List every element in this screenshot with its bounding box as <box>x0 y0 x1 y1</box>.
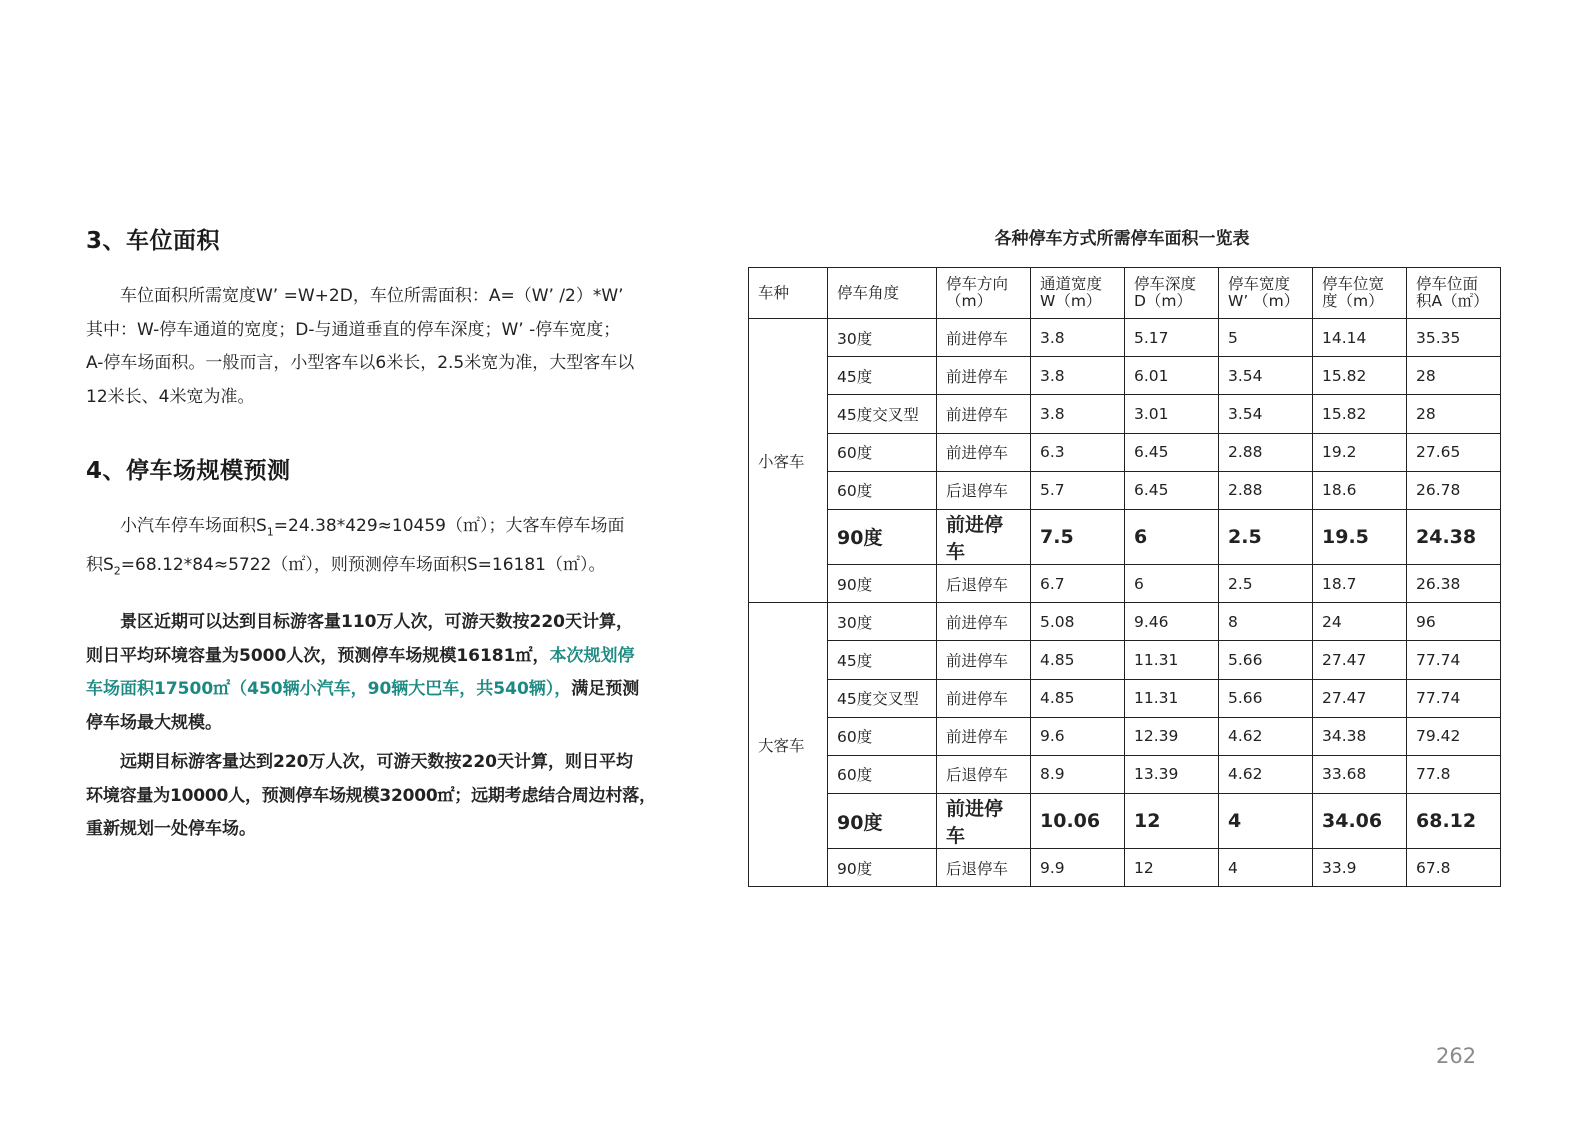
parking-area-formula-paragraph <box>86 510 696 588</box>
header-text: 停车角度 <box>837 283 900 302</box>
table-cell: 67.8 <box>1407 849 1501 887</box>
table-cell: 6.3 <box>1031 433 1125 471</box>
column-header <box>937 268 1031 319</box>
table-cell: 前进停车 <box>937 717 1031 755</box>
vehicle-type-cell: 小客车 <box>749 319 828 603</box>
vehicle-type-cell: 大客车 <box>749 603 828 887</box>
table-cell: 2.88 <box>1219 471 1313 509</box>
text-run: 小汽车停车场面积S <box>120 516 267 536</box>
para-line <box>86 510 696 549</box>
table-cell: 27.65 <box>1407 433 1501 471</box>
subscript: 2 <box>113 564 121 578</box>
table-cell: 90度 <box>828 509 937 564</box>
table-cell: 77.74 <box>1407 641 1501 679</box>
para-line: 车位面积所需宽度W’ =W+2D，车位所需面积：A=（W’ /2）*W’ <box>120 286 624 306</box>
header-text: 度（m） <box>1322 292 1384 310</box>
text-run: =68.12*84≈5722（㎡），则预测停车场面积S=16181（㎡）。 <box>120 554 606 575</box>
table-cell: 后退停车 <box>937 849 1031 887</box>
table-cell: 5.7 <box>1031 471 1125 509</box>
table-cell: 19.5 <box>1313 509 1407 564</box>
table-cell: 前进停车 <box>937 357 1031 395</box>
table-cell: 前进停车 <box>937 603 1031 641</box>
table-cell: 26.78 <box>1407 471 1501 509</box>
column-header <box>1313 268 1407 319</box>
table-cell: 68.12 <box>1407 794 1501 849</box>
section-3-paragraph <box>86 280 696 414</box>
table-row <box>749 319 1501 357</box>
table-cell: 3.8 <box>1031 319 1125 357</box>
para-line: 景区近期可以达到目标游客量110万人次，可游天数按220天计算， <box>120 612 633 632</box>
table-cell: 30度 <box>828 319 937 357</box>
table-cell: 15.82 <box>1313 395 1407 433</box>
table-cell: 3.54 <box>1219 357 1313 395</box>
table-cell: 77.74 <box>1407 679 1501 717</box>
header-text: W（m） <box>1040 292 1102 310</box>
table-cell: 9.46 <box>1125 603 1219 641</box>
table-cell: 60度 <box>828 717 937 755</box>
table-cell: 19.2 <box>1313 433 1407 471</box>
table-cell: 2.88 <box>1219 433 1313 471</box>
table-cell: 4.62 <box>1219 755 1313 793</box>
table-row <box>749 794 1501 849</box>
table-cell: 11.31 <box>1125 641 1219 679</box>
table-cell: 5.17 <box>1125 319 1219 357</box>
table-cell: 60度 <box>828 471 937 509</box>
header-text: 停车位宽 <box>1322 275 1385 293</box>
table-cell: 90度 <box>828 564 937 602</box>
text-run: =24.38*429≈10459（㎡）；大客车停车场面 <box>273 516 625 536</box>
table-row <box>749 679 1501 717</box>
table-row <box>749 395 1501 433</box>
table-cell: 2.5 <box>1219 509 1313 564</box>
table-row <box>749 641 1501 679</box>
para-line <box>86 549 696 588</box>
para-line <box>86 640 696 674</box>
table-cell: 5.08 <box>1031 603 1125 641</box>
text-run: 则日平均环境容量为5000人次，预测停车场规模16181㎡， <box>86 645 550 666</box>
header-text: （m） <box>946 292 993 310</box>
para-line: A-停车场面积。一般而言，小型客车以6米长，2.5米宽为准，大型客车以 <box>86 353 635 373</box>
column-header <box>1125 268 1219 319</box>
table-cell: 45度交叉型 <box>828 679 937 717</box>
para-line: 12米长、4米宽为准。 <box>86 386 255 407</box>
table-cell: 前进停车 <box>937 433 1031 471</box>
table-cell: 6.7 <box>1031 564 1125 602</box>
table-cell: 13.39 <box>1125 755 1219 793</box>
column-header <box>828 268 937 319</box>
table-cell: 45度 <box>828 641 937 679</box>
table-cell: 60度 <box>828 433 937 471</box>
parking-area-table <box>748 267 1501 887</box>
table-cell: 4 <box>1219 849 1313 887</box>
table-cell: 4.62 <box>1219 717 1313 755</box>
table-cell: 18.6 <box>1313 471 1407 509</box>
page-number: 262 <box>1436 1044 1477 1068</box>
table-cell: 27.47 <box>1313 641 1407 679</box>
table-cell: 9.6 <box>1031 717 1125 755</box>
table-cell: 前进停车 <box>937 509 1031 564</box>
table-row <box>749 717 1501 755</box>
table-cell: 6 <box>1125 564 1219 602</box>
table-cell: 26.38 <box>1407 564 1501 602</box>
table-cell: 前进停车 <box>937 794 1031 849</box>
table-cell: 33.68 <box>1313 755 1407 793</box>
table-cell: 33.9 <box>1313 849 1407 887</box>
table-cell: 34.38 <box>1313 717 1407 755</box>
table-cell: 15.82 <box>1313 357 1407 395</box>
header-text: D（m） <box>1134 292 1193 310</box>
table-cell: 24 <box>1313 603 1407 641</box>
table-cell: 11.31 <box>1125 679 1219 717</box>
header-text: 车种 <box>758 283 790 302</box>
table-cell: 45度 <box>828 357 937 395</box>
section-3-heading: 3、车位面积 <box>86 228 221 254</box>
table-cell: 28 <box>1407 357 1501 395</box>
table-cell: 90度 <box>828 794 937 849</box>
table-cell: 12 <box>1125 794 1219 849</box>
header-text: W’ （m） <box>1228 292 1300 310</box>
table-cell: 7.5 <box>1031 509 1125 564</box>
column-header <box>1219 268 1313 319</box>
table-cell: 前进停车 <box>937 395 1031 433</box>
table-row <box>749 433 1501 471</box>
table-cell: 6.01 <box>1125 357 1219 395</box>
column-header <box>749 268 828 319</box>
table-cell: 4 <box>1219 794 1313 849</box>
table-cell: 4.85 <box>1031 641 1125 679</box>
header-text: 停车宽度 <box>1228 275 1291 293</box>
table-cell: 28 <box>1407 395 1501 433</box>
para-line: 环境容量为10000人，预测停车场规模32000㎡；远期考虑结合周边村落， <box>86 785 656 806</box>
header-text: 停车方向 <box>946 275 1009 293</box>
table-cell: 30度 <box>828 603 937 641</box>
para-line <box>86 673 696 707</box>
table-cell: 8 <box>1219 603 1313 641</box>
table-header-row <box>749 268 1501 319</box>
header-text: 积A（㎡） <box>1416 292 1489 310</box>
column-header <box>1407 268 1501 319</box>
table-cell: 34.06 <box>1313 794 1407 849</box>
subscript: 1 <box>266 525 274 539</box>
table-cell: 5.66 <box>1219 679 1313 717</box>
table-cell: 后退停车 <box>937 471 1031 509</box>
header-text: 通道宽度 <box>1040 275 1103 293</box>
column-header <box>1031 268 1125 319</box>
table-cell: 79.42 <box>1407 717 1501 755</box>
table-row <box>749 471 1501 509</box>
table-cell: 27.47 <box>1313 679 1407 717</box>
table-cell: 18.7 <box>1313 564 1407 602</box>
table-row <box>749 509 1501 564</box>
table-cell: 前进停车 <box>937 679 1031 717</box>
highlight-text: 本次规划停 <box>549 645 635 666</box>
table-cell: 后退停车 <box>937 755 1031 793</box>
text-run: 满足预测 <box>571 679 640 699</box>
table-cell: 前进停车 <box>937 641 1031 679</box>
table-cell: 6.45 <box>1125 433 1219 471</box>
table-row <box>749 603 1501 641</box>
table-title: 各种停车方式所需停车面积一览表 <box>994 229 1250 249</box>
para-line: 重新规划一处停车场。 <box>86 819 256 839</box>
table-cell: 前进停车 <box>937 319 1031 357</box>
table-row <box>749 849 1501 887</box>
table-cell: 4.85 <box>1031 679 1125 717</box>
header-text: 停车位面 <box>1416 275 1479 293</box>
table-cell: 45度交叉型 <box>828 395 937 433</box>
long-term-forecast-paragraph <box>86 746 704 847</box>
table-cell: 3.01 <box>1125 395 1219 433</box>
table-cell: 60度 <box>828 755 937 793</box>
table-cell: 35.35 <box>1407 319 1501 357</box>
table-cell: 12.39 <box>1125 717 1219 755</box>
table-cell: 96 <box>1407 603 1501 641</box>
section-4-heading: 4、停车场规模预测 <box>86 458 291 484</box>
header-text: 停车深度 <box>1134 275 1197 293</box>
near-term-forecast-paragraph <box>86 606 696 740</box>
table-cell: 2.5 <box>1219 564 1313 602</box>
table-cell: 6.45 <box>1125 471 1219 509</box>
table-cell: 77.8 <box>1407 755 1501 793</box>
table-cell: 8.9 <box>1031 755 1125 793</box>
table-cell: 3.8 <box>1031 357 1125 395</box>
table-row <box>749 755 1501 793</box>
para-line: 停车场最大规模。 <box>86 712 222 733</box>
table-cell: 6 <box>1125 509 1219 564</box>
table-cell: 9.9 <box>1031 849 1125 887</box>
table-cell: 5.66 <box>1219 641 1313 679</box>
table-cell: 5 <box>1219 319 1313 357</box>
table-cell: 24.38 <box>1407 509 1501 564</box>
table-cell: 12 <box>1125 849 1219 887</box>
table-cell: 14.14 <box>1313 319 1407 357</box>
table-cell: 3.8 <box>1031 395 1125 433</box>
text-run: 积S <box>86 554 114 575</box>
para-line: 其中：W-停车通道的宽度；D-与通道垂直的停车深度；W’ -停车宽度； <box>86 319 621 340</box>
table-row <box>749 564 1501 602</box>
table-cell: 3.54 <box>1219 395 1313 433</box>
table-cell: 10.06 <box>1031 794 1125 849</box>
table-cell: 后退停车 <box>937 564 1031 602</box>
highlight-text: 车场面积17500㎡（450辆小汽车，90辆大巴车，共540辆）， <box>86 679 572 699</box>
table-row <box>749 357 1501 395</box>
table-cell: 90度 <box>828 849 937 887</box>
para-line: 远期目标游客量达到220万人次，可游天数按220天计算，则日平均 <box>120 752 633 772</box>
